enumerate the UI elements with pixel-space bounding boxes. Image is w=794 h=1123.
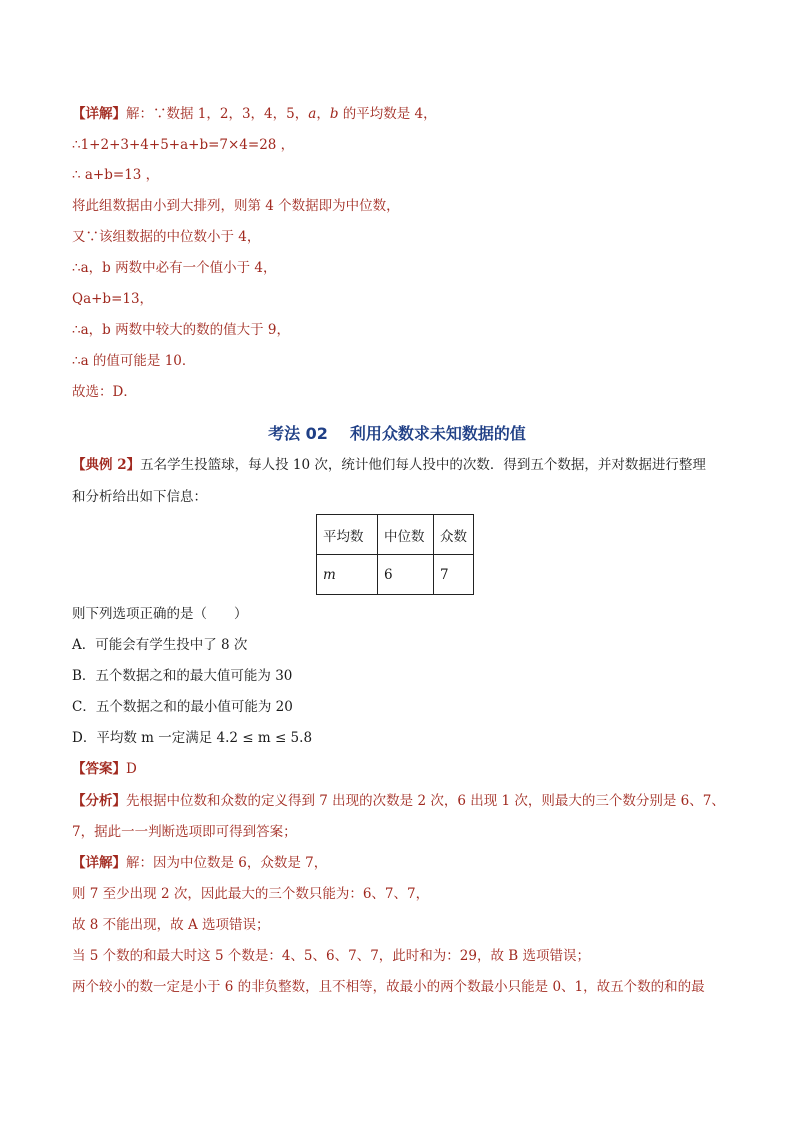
answer-tag: 【答案】 xyxy=(72,761,126,777)
detail-line-3: ∴ a+b=13 ， xyxy=(72,167,160,183)
detail-line-9: ∴a 的值可能是 10． xyxy=(72,353,196,369)
table-cell: 7 xyxy=(434,555,474,595)
table-cell: 6 xyxy=(378,555,434,595)
table-header-cell: 众数 xyxy=(434,515,474,555)
detail2-line-3: 故 8 不能出现，故 A 选项错误； xyxy=(72,917,270,933)
option-c: C．五个数据之和的最小值可能为 20 xyxy=(72,699,293,715)
section-number: 考法 02 xyxy=(268,424,328,443)
option-a: A．可能会有学生投中了 8 次 xyxy=(72,637,248,653)
table-header-row xyxy=(317,515,474,555)
detail-line-7: Qa+b=13， xyxy=(72,291,154,307)
detail2-line-4: 当 5 个数的和最大时这 5 个数是：4、5、6、7、7，此时和为：29，故 B 选项错误； xyxy=(72,948,590,964)
answer-line xyxy=(72,760,732,778)
analysis-tag: 【分析】 xyxy=(72,793,126,809)
option-b: B．五个数据之和的最大值可能为 30 xyxy=(72,668,293,684)
analysis-line-2: 7，据此一一判断选项即可得到答案； xyxy=(72,824,297,840)
example-line-2: 和分析给出如下信息： xyxy=(72,489,207,505)
detail-tag: 【详解】 xyxy=(72,106,126,122)
example-line-1: 【典例 2】五名学生投篮球，每人投 10 次，统计他们每人投中的次数．得到五个数据，并对数据进行整理 xyxy=(72,457,706,473)
table-header-cell: 中位数 xyxy=(378,515,434,555)
table-row xyxy=(317,555,474,595)
detail-line-4: 将此组数据由小到大排列，则第 4 个数据即为中位数， xyxy=(72,198,400,214)
section-title: 利用众数求未知数据的值 xyxy=(349,424,526,443)
detail-line-6: ∴a，b 两数中必有一个值小于 4， xyxy=(72,260,277,276)
detail2-tag: 【详解】 xyxy=(72,855,126,871)
detail-line-1: 【详解】解：∵数据 1，2，3，4，5，a，b 的平均数是 4， xyxy=(72,106,437,122)
table-cell: m xyxy=(317,555,378,595)
analysis-line-1: 【分析】先根据中位数和众数的定义得到 7 出现的次数是 2 次，6 出现 1 次，则最大的三个数分别是 6、7、 xyxy=(72,793,725,809)
detail2-line-1: 【详解】解：因为中位数是 6，众数是 7， xyxy=(72,855,328,871)
table-header-cell: 平均数 xyxy=(317,515,378,555)
detail2-line-2: 则 7 至少出现 2 次，因此最大的三个数只能为：6、7、7， xyxy=(72,886,430,902)
option-d: D．平均数 m 一定满足 4.2 ≤ m ≤ 5.8 xyxy=(72,730,313,746)
answer-value: D xyxy=(126,761,137,777)
example-tag: 【典例 2】 xyxy=(72,457,141,473)
detail-line-8: ∴a，b 两数中较大的数的值大于 9， xyxy=(72,322,290,338)
detail2-line-5: 两个较小的数一定是小于 6 的非负整数，且不相等，故最小的两个数最小只能是 0、1，故五个数的和的最 xyxy=(72,979,705,995)
section-heading xyxy=(0,421,794,444)
detail-line-2: ∴1+2+3+4+5+a+b=7×4=28 ， xyxy=(72,137,295,153)
detail-line-10: 故选：D． xyxy=(72,384,137,400)
detail-line-5: 又∵该组数据的中位数小于 4， xyxy=(72,229,261,245)
question-text: 则下列选项正确的是（ ） xyxy=(72,606,248,622)
stats-table xyxy=(316,514,474,595)
